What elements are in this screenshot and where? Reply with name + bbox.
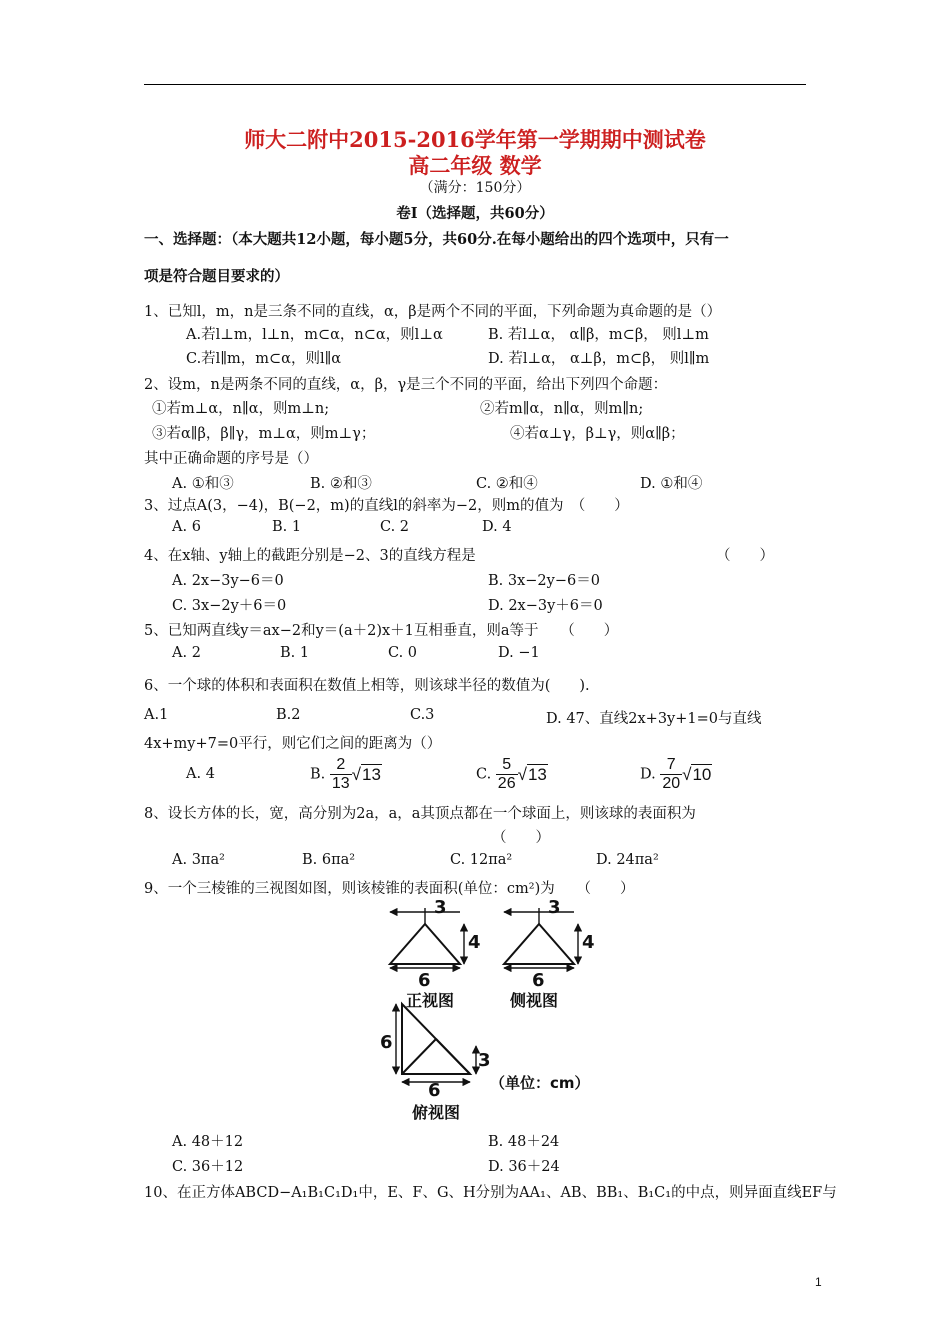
question-7-option-d — [640, 756, 712, 793]
square-root: √10 — [682, 764, 712, 784]
side-top-dim: 3 — [548, 897, 561, 918]
square-root: √13 — [517, 764, 547, 784]
question-2-proposition-4: ④若α⊥γ，β⊥γ，则α∥β； — [510, 426, 685, 442]
fraction-numerator: 5 — [496, 756, 518, 775]
question-8-answer-paren: （ ） — [492, 830, 550, 846]
question-1-option-a: A.若l⊥m，l⊥n，m⊂α，n⊂α，则l⊥α — [186, 327, 443, 343]
option-label: B. — [310, 766, 326, 783]
front-height-dim: 4 — [468, 932, 481, 953]
question-10-stem: 10、在正方体ABCD−A₁B₁C₁D₁中，E、F、G、H分别为AA₁、AB、BB₁、B₁C₁的中点，则异面直线EF与 — [144, 1185, 837, 1201]
question-6-stem: 6、一个球的体积和表面积在数值上相等，则该球半径的数值为( ). — [144, 678, 590, 694]
radicand: 10 — [692, 764, 712, 784]
question-3-option-c: C. 2 — [380, 519, 410, 535]
question-2-option-d: D. ①和④ — [640, 476, 703, 492]
front-view-label: 正视图 — [406, 991, 455, 1010]
question-2-option-a: A. ①和③ — [172, 476, 234, 492]
fraction-numerator: 7 — [660, 756, 682, 775]
front-top-dim: 3 — [434, 897, 447, 918]
fraction-denominator: 26 — [497, 775, 516, 792]
top-view — [396, 1004, 476, 1082]
question-2-proposition-1: ①若m⊥α，n∥α，则m⊥n; — [152, 401, 330, 417]
question-3-option-b: B. 1 — [272, 519, 302, 535]
fraction — [496, 756, 518, 793]
option-label: D. — [640, 766, 656, 783]
question-7-option-a: A. 4 — [186, 766, 215, 782]
top-right-dim: 3 — [478, 1050, 491, 1071]
question-5-option-a: A. 2 — [172, 645, 201, 661]
exam-subtitle: 高二年级 数学 — [408, 153, 542, 178]
question-4-stem: 4、在x轴、y轴上的截距分别是−2、3的直线方程是 — [144, 548, 476, 564]
side-height-dim: 4 — [582, 932, 595, 953]
question-2-stem: 2、设m，n是两条不同的直线，α，β，γ是三个不同的平面，给出下列四个命题： — [144, 377, 668, 393]
question-2-option-c: C. ②和④ — [476, 476, 538, 492]
unit-label: （单位：cm） — [490, 1074, 590, 1092]
question-2-proposition-2: ②若m∥α，n∥α，则m∥n; — [480, 401, 644, 417]
question-2-ask: 其中正确命题的序号是（） — [144, 451, 318, 467]
header-rule — [144, 84, 806, 85]
question-6-option-c: C.3 — [410, 707, 435, 723]
section-heading-cont: 项是符合题目要求的） — [144, 268, 289, 285]
question-3-option-d: D. 4 — [482, 519, 512, 535]
question-6-option-a: A.1 — [144, 707, 169, 723]
question-4-option-a: A. 2x−3y−6＝0 — [172, 573, 284, 589]
question-3-stem: 3、过点A(3，−4)，B(−2，m)的直线l的斜率为−2，则m的值为 （ ） — [144, 498, 629, 514]
radicand: 13 — [527, 764, 547, 784]
question-7-option-c — [476, 756, 548, 793]
fraction-numerator: 2 — [330, 756, 352, 775]
fraction-denominator: 20 — [662, 775, 681, 792]
question-9-stem: 9、一个三棱锥的三视图如图，则该棱锥的表面积(单位：cm²)为 （ ） — [144, 881, 635, 897]
question-8-option-b: B. 6πa² — [302, 852, 356, 868]
side-view-label: 侧视图 — [510, 991, 559, 1010]
question-5-option-d: D. −1 — [498, 645, 540, 661]
fraction — [660, 756, 682, 793]
side-base-dim: 6 — [532, 970, 545, 991]
question-5-option-c: C. 0 — [388, 645, 418, 661]
question-7-stem-cont: 4x+my+7=0平行，则它们之间的距离为（） — [144, 736, 442, 752]
question-9-option-a: A. 48＋12 — [172, 1134, 244, 1150]
front-base-dim: 6 — [418, 970, 431, 991]
top-base-dim: 6 — [428, 1080, 441, 1101]
square-root: √13 — [351, 764, 381, 784]
page-number: 1 — [815, 1275, 822, 1289]
radicand: 13 — [362, 764, 381, 784]
question-1-option-b: B. 若l⊥α， α∥β，m⊂β， 则l⊥m — [488, 327, 709, 343]
question-9-option-d: D. 36＋24 — [488, 1159, 560, 1175]
question-1-stem: 1、已知l，m，n是三条不同的直线，α，β是两个不同的平面，下列命题为真命题的是（） — [144, 304, 722, 320]
question-8-option-c: C. 12πa² — [450, 852, 513, 868]
question-8-stem: 8、设长方体的长，宽，高分别为2a，a，a其顶点都在一个球面上，则该球的表面积为 — [144, 806, 696, 822]
question-5-option-b: B. 1 — [280, 645, 310, 661]
question-4-option-c: C. 3x−2y＋6＝0 — [172, 598, 287, 614]
question-8-option-d: D. 24πa² — [596, 852, 659, 868]
question-6-option-d-and-q7: D. 47、直线2x+3y+1=0与直线 — [546, 711, 762, 727]
question-3-option-a: A. 6 — [172, 519, 201, 535]
question-4-option-b: B. 3x−2y−6＝0 — [488, 573, 600, 589]
question-5-stem: 5、已知两直线y＝ax−2和y＝(a＋2)x＋1互相垂直，则a等于 （ ） — [144, 623, 619, 639]
question-1-option-d: D. 若l⊥α， α⊥β，m⊂β， 则l∥m — [488, 351, 710, 367]
question-9-option-b: B. 48＋24 — [488, 1134, 560, 1150]
full-score: （满分：150分） — [419, 180, 531, 196]
fraction-denominator: 13 — [331, 775, 350, 792]
question-1-option-c: C.若l∥m，m⊂α，则l∥α — [186, 351, 342, 367]
volume-heading: 卷Ⅰ（选择题，共60分） — [396, 205, 554, 222]
fraction — [330, 756, 352, 793]
option-label: C. — [476, 766, 492, 783]
question-4-option-d: D. 2x−3y＋6＝0 — [488, 598, 603, 614]
section-heading: 一、选择题：（本大题共12小题，每小题5分，共60分.在每小题给出的四个选项中，只有一 — [144, 231, 729, 248]
question-2-option-b: B. ②和③ — [310, 476, 372, 492]
side-view — [504, 908, 578, 968]
top-height-dim: 6 — [380, 1032, 393, 1053]
question-2-proposition-3: ③若α∥β，β∥γ，m⊥α，则m⊥γ； — [152, 426, 376, 442]
question-8-option-a: A. 3πa² — [172, 852, 225, 868]
front-view — [390, 908, 464, 968]
question-9-option-c: C. 36＋12 — [172, 1159, 244, 1175]
exam-title: 师大二附中2015-2016学年第一学期期中测试卷 — [244, 127, 706, 152]
top-view-label: 俯视图 — [412, 1103, 461, 1122]
three-view-figure — [380, 896, 620, 1124]
question-4-answer-paren: （ ） — [716, 548, 774, 564]
question-6-option-b: B.2 — [276, 707, 301, 723]
question-7-option-b — [310, 756, 382, 793]
